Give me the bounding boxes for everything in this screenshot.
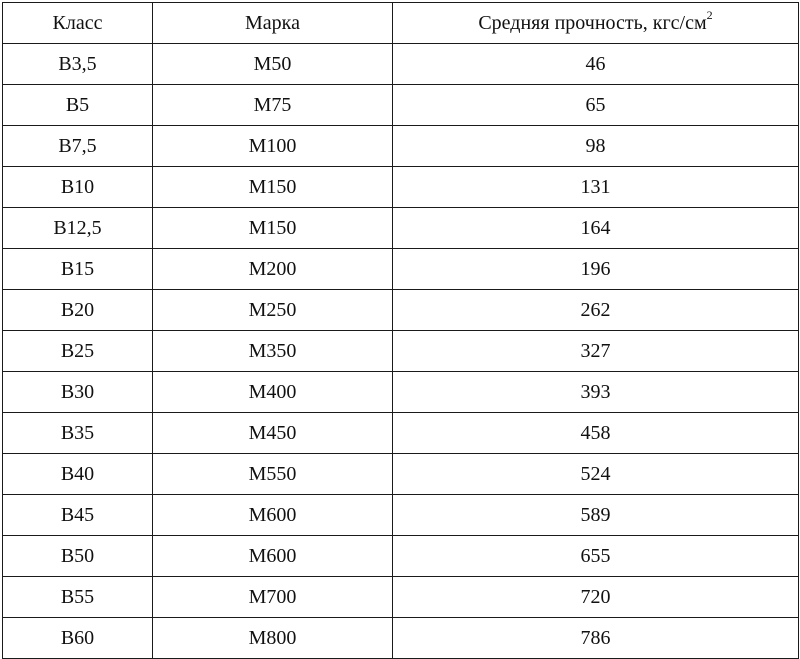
table-row	[3, 249, 799, 290]
cell-grade: М400	[153, 372, 393, 413]
cell-class: В20	[3, 290, 153, 331]
cell-strength: 524	[393, 454, 799, 495]
table-row	[3, 208, 799, 249]
cell-class: В3,5	[3, 44, 153, 85]
table-body	[3, 44, 799, 659]
cell-strength: 98	[393, 126, 799, 167]
table-row	[3, 577, 799, 618]
table-row	[3, 331, 799, 372]
cell-strength: 655	[393, 536, 799, 577]
cell-class: В10	[3, 167, 153, 208]
header-grade: Марка	[153, 3, 393, 44]
cell-strength: 196	[393, 249, 799, 290]
cell-strength: 458	[393, 413, 799, 454]
cell-class: В12,5	[3, 208, 153, 249]
cell-grade: М800	[153, 618, 393, 659]
cell-class: В50	[3, 536, 153, 577]
cell-strength: 393	[393, 372, 799, 413]
cell-strength: 720	[393, 577, 799, 618]
cell-strength: 786	[393, 618, 799, 659]
table-row	[3, 536, 799, 577]
table-row	[3, 495, 799, 536]
table-row	[3, 290, 799, 331]
cell-strength: 262	[393, 290, 799, 331]
cell-grade: М200	[153, 249, 393, 290]
cell-class: В30	[3, 372, 153, 413]
cell-grade: М150	[153, 208, 393, 249]
cell-grade: М250	[153, 290, 393, 331]
cell-grade: М450	[153, 413, 393, 454]
cell-strength: 589	[393, 495, 799, 536]
cell-grade: М150	[153, 167, 393, 208]
table-row	[3, 618, 799, 659]
header-strength-label: Средняя прочность, кгс/см	[478, 12, 707, 34]
table-header	[3, 3, 799, 44]
cell-grade: М75	[153, 85, 393, 126]
header-row	[3, 3, 799, 44]
cell-strength: 65	[393, 85, 799, 126]
cell-strength: 131	[393, 167, 799, 208]
concrete-strength-table	[2, 2, 799, 659]
table-row	[3, 85, 799, 126]
concrete-strength-table-container	[2, 2, 798, 649]
table-row	[3, 454, 799, 495]
table-row	[3, 44, 799, 85]
table-row	[3, 413, 799, 454]
cell-class: В40	[3, 454, 153, 495]
header-strength	[393, 3, 799, 44]
table-row	[3, 126, 799, 167]
cell-class: В60	[3, 618, 153, 659]
cell-class: В25	[3, 331, 153, 372]
cell-class: В55	[3, 577, 153, 618]
cell-class: В45	[3, 495, 153, 536]
cell-strength: 327	[393, 331, 799, 372]
cell-class: В7,5	[3, 126, 153, 167]
cell-grade: М600	[153, 495, 393, 536]
header-strength-unit-power: 2	[706, 8, 713, 22]
table-row	[3, 167, 799, 208]
cell-strength: 164	[393, 208, 799, 249]
cell-grade: М100	[153, 126, 393, 167]
cell-grade: М550	[153, 454, 393, 495]
cell-class: В35	[3, 413, 153, 454]
header-class: Класс	[3, 3, 153, 44]
table-row	[3, 372, 799, 413]
cell-grade: М700	[153, 577, 393, 618]
cell-class: В15	[3, 249, 153, 290]
cell-strength: 46	[393, 44, 799, 85]
cell-grade: М50	[153, 44, 393, 85]
cell-class: В5	[3, 85, 153, 126]
cell-grade: М350	[153, 331, 393, 372]
cell-grade: М600	[153, 536, 393, 577]
